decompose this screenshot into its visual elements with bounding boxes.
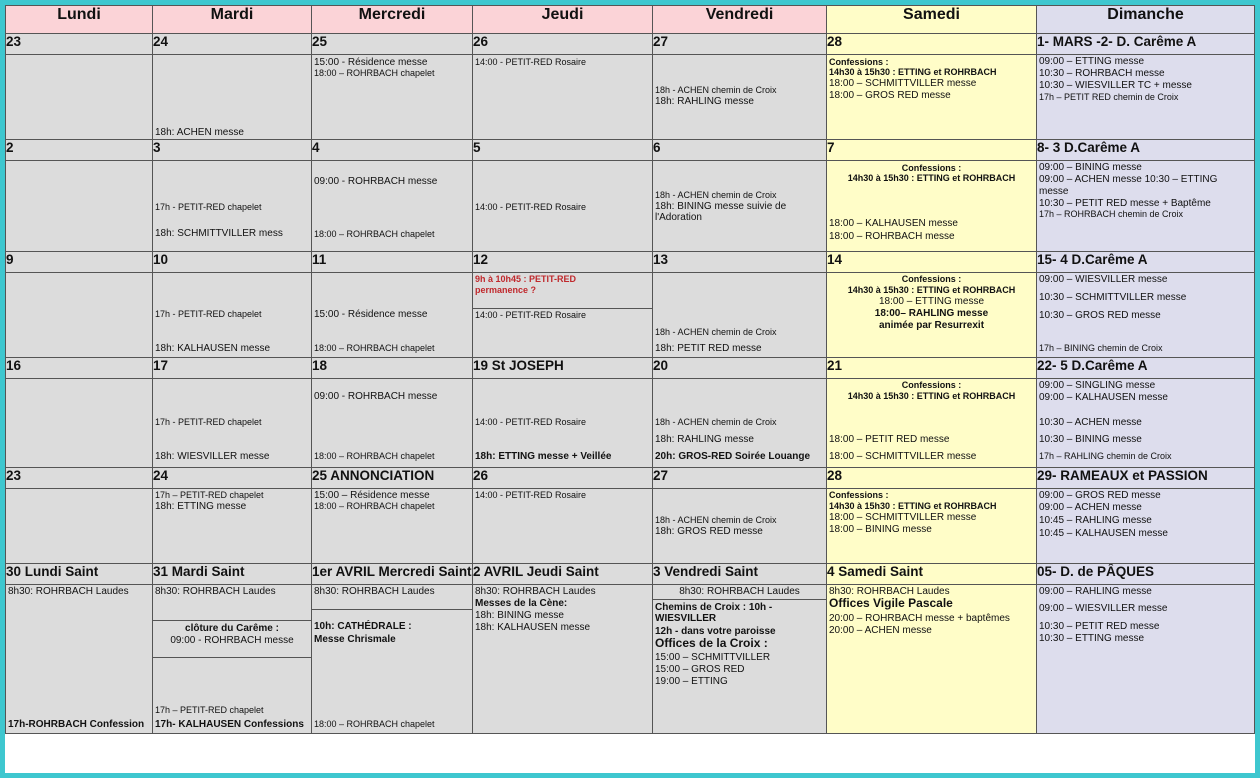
day-cell-samedi [827, 379, 1037, 468]
event-line: 12h - dans votre paroisse [655, 626, 776, 637]
event-line: 18h: ETTING messe + Veillée [475, 451, 612, 462]
event-line: Confessions : [901, 163, 962, 173]
date-label-vendredi: 27 [653, 468, 827, 489]
event-line: 14h30 à 15h30 : ETTING et ROHRBACH [829, 501, 997, 511]
event-line: 09:00 – SINGLING messe [1039, 380, 1156, 391]
day-cell-dimanche [1037, 55, 1255, 140]
event-line: Confessions : [901, 380, 962, 390]
day-cell-vendredi [653, 489, 827, 564]
event-line: 18h: RAHLING messe [655, 434, 754, 445]
day-cell-vendredi [653, 55, 827, 140]
event-line: 8h30: ROHRBACH Laudes [155, 586, 276, 597]
day-cell-mardi [153, 161, 312, 252]
event-line: l'Adoration [655, 212, 702, 223]
event-line: 8h30: ROHRBACH Laudes [314, 586, 435, 597]
event-line: Confessions : [901, 274, 962, 284]
date-label-mercredi: 11 [312, 252, 473, 273]
header-lundi: Lundi [6, 6, 153, 34]
calendar-frame [5, 5, 1255, 773]
date-row [6, 140, 1255, 161]
date-label-dimanche: 22- 5 D.Carême A [1037, 358, 1255, 379]
day-cell-samedi [827, 161, 1037, 252]
event-line: 17h – RAHLING chemin de Croix [1039, 451, 1172, 461]
event-line: 10:30 – BINING messe [1039, 434, 1142, 445]
date-row [6, 34, 1255, 55]
date-label-mardi: 10 [153, 252, 312, 273]
day-cell-mardi [153, 273, 312, 358]
date-label-jeudi: 26 [473, 468, 653, 489]
day-cell-lundi [6, 379, 153, 468]
event-line: 8h30: ROHRBACH Laudes [475, 586, 596, 597]
event-line: 17h – PETIT-RED chapelet [155, 490, 264, 500]
header-vendredi: Vendredi [653, 6, 827, 34]
event-line: 09:00 – BINING messe [1039, 162, 1142, 173]
event-line: 18:00 – BINING messe [829, 524, 932, 535]
date-label-jeudi: 5 [473, 140, 653, 161]
date-label-samedi: 21 [827, 358, 1037, 379]
event-line: 14:00 - PETIT-RED Rosaire [475, 310, 587, 320]
date-label-lundi: 30 Lundi Saint [6, 564, 153, 585]
event-line: 09:00 – ACHEN messe [1039, 502, 1142, 513]
header-samedi: Samedi [827, 6, 1037, 34]
event-line: Offices Vigile Pascale [829, 596, 953, 610]
day-cell-lundi [6, 55, 153, 140]
date-row [6, 468, 1255, 489]
event-line: Messe Chrismale [314, 634, 396, 645]
event-line: 15:00 – Résidence messe [314, 490, 430, 501]
event-line: 10:30 – GROS RED messe [1039, 310, 1161, 321]
date-label-lundi: 23 [6, 468, 153, 489]
event-line: 15:00 - Résidence messe [314, 57, 428, 68]
event-line: 14h30 à 15h30 : ETTING et ROHRBACH [829, 67, 997, 77]
event-line: Chemins de Croix : 10h - [655, 602, 773, 613]
cell-divider [153, 620, 311, 621]
event-line: permanence ? [475, 285, 537, 295]
day-cell-jeudi [473, 273, 653, 358]
events-row [6, 55, 1255, 140]
event-line: 18:00 – SCHMITTVILLER messe [829, 78, 977, 89]
event-line: 18:00 – ROHRBACH chapelet [314, 68, 435, 78]
date-label-dimanche: 05- D. de PÂQUES [1037, 564, 1255, 585]
day-cell-mercredi [312, 489, 473, 564]
day-cell-jeudi [473, 379, 653, 468]
date-label-mercredi: 25 ANNONCIATION [312, 468, 473, 489]
event-line: 10:30 – WIESVILLER TC + messe [1039, 80, 1192, 91]
date-label-vendredi: 13 [653, 252, 827, 273]
date-label-jeudi: 26 [473, 34, 653, 55]
day-cell-mercredi [312, 273, 473, 358]
event-line: 15:00 – SCHMITTVILLER [655, 652, 771, 663]
date-row [6, 564, 1255, 585]
cell-divider [473, 308, 652, 309]
event-line: 18:00 – ROHRBACH messe [829, 231, 955, 242]
event-line: 18:00 – SCHMITTVILLER messe [829, 451, 977, 462]
day-cell-dimanche [1037, 161, 1255, 252]
date-label-lundi: 9 [6, 252, 153, 273]
event-line: 18:00 – PETIT RED messe [829, 434, 950, 445]
event-line: 10:30 – ACHEN messe [1039, 417, 1142, 428]
date-label-mercredi: 1er AVRIL Mercredi Saint [312, 564, 473, 585]
day-cell-mercredi [312, 379, 473, 468]
event-line: 09:00 – KALHAUSEN messe [1039, 392, 1168, 403]
event-line: 18h: GROS RED messe [655, 526, 763, 537]
date-label-dimanche: 29- RAMEAUX et PASSION [1037, 468, 1255, 489]
date-label-vendredi: 20 [653, 358, 827, 379]
event-line: 09:00 – WIESVILLER messe [1039, 274, 1168, 285]
event-line: 18h - ACHEN chemin de Croix [655, 417, 777, 427]
events-row [6, 273, 1255, 358]
event-line: 20:00 – ACHEN messe [829, 625, 932, 636]
events-row [6, 161, 1255, 252]
event-line: 18h - ACHEN chemin de Croix [655, 190, 777, 200]
date-label-jeudi: 2 AVRIL Jeudi Saint [473, 564, 653, 585]
event-line: 09:00 - ROHRBACH messe [314, 176, 438, 187]
day-cell-mercredi [312, 161, 473, 252]
event-line: 18h: KALHAUSEN messe [475, 622, 591, 633]
event-line: 10h: CATHÉDRALE : [314, 621, 412, 632]
event-line: 14:00 - PETIT-RED Rosaire [475, 202, 587, 212]
date-label-samedi: 14 [827, 252, 1037, 273]
event-line: 17h – ROHRBACH chemin de Croix [1039, 209, 1184, 219]
event-line: 10:30 – SCHMITTVILLER messe [1039, 292, 1187, 303]
event-line: 18:00 – ETTING messe [878, 296, 985, 307]
event-line: 17h - PETIT-RED chapelet [155, 417, 262, 427]
events-row [6, 489, 1255, 564]
event-line: 18h: PETIT RED messe [655, 343, 762, 354]
event-line: 20h: GROS-RED Soirée Louange [655, 451, 811, 462]
event-line: 14h30 à 15h30 : ETTING et ROHRBACH [847, 391, 1016, 401]
event-line: 20:00 – ROHRBACH messe + baptêmes [829, 613, 1010, 624]
header-mercredi: Mercredi [312, 6, 473, 34]
lent-calendar-table [5, 5, 1255, 734]
event-line: 09:00 – ETTING messe [1039, 56, 1145, 67]
event-line: 19:00 – ETTING [655, 676, 728, 687]
date-label-vendredi: 6 [653, 140, 827, 161]
weekday-header-row [6, 6, 1255, 34]
event-line: 18h: RAHLING messe [655, 96, 754, 107]
day-cell-mardi [153, 379, 312, 468]
event-line: 09:00 – RAHLING messe [1039, 586, 1152, 597]
date-label-samedi: 28 [827, 468, 1037, 489]
event-line: 18:00 – ROHRBACH chapelet [314, 719, 435, 729]
event-line: 18h: ETTING messe [155, 501, 247, 512]
date-label-mercredi: 18 [312, 358, 473, 379]
date-label-samedi: 4 Samedi Saint [827, 564, 1037, 585]
event-line: messe [1039, 186, 1069, 197]
event-line: 18:00 – GROS RED messe [829, 90, 951, 101]
header-jeudi: Jeudi [473, 6, 653, 34]
date-label-mardi: 24 [153, 34, 312, 55]
event-line: 18h: SCHMITTVILLER mess [155, 228, 283, 239]
day-cell-mercredi [312, 55, 473, 140]
day-cell-mardi [153, 55, 312, 140]
day-cell-vendredi [653, 161, 827, 252]
day-cell-mardi [153, 585, 312, 734]
date-label-mardi: 24 [153, 468, 312, 489]
day-cell-jeudi [473, 489, 653, 564]
date-label-samedi: 28 [827, 34, 1037, 55]
event-line: 17h-ROHRBACH Confession [8, 719, 145, 730]
event-line: 18:00 – ROHRBACH chapelet [314, 501, 435, 511]
date-row [6, 252, 1255, 273]
cell-divider [653, 599, 826, 600]
day-cell-vendredi [653, 379, 827, 468]
events-row [6, 585, 1255, 734]
day-cell-vendredi [653, 585, 827, 734]
event-line: 09:00 - ROHRBACH messe [170, 635, 294, 646]
event-line: 14:00 - PETIT-RED Rosaire [475, 417, 587, 427]
event-line: clôture du Carême : [185, 623, 279, 634]
date-label-jeudi: 19 St JOSEPH [473, 358, 653, 379]
event-line: Confessions : [829, 490, 889, 500]
day-cell-samedi [827, 55, 1037, 140]
date-label-samedi: 7 [827, 140, 1037, 161]
day-cell-dimanche [1037, 379, 1255, 468]
date-label-mercredi: 25 [312, 34, 473, 55]
event-line: 09:00 – GROS RED messe [1039, 490, 1161, 501]
event-line: 15:00 - Résidence messe [314, 309, 428, 320]
date-label-vendredi: 3 Vendredi Saint [653, 564, 827, 585]
event-line: 10:45 – KALHAUSEN messe [1039, 528, 1168, 539]
event-line: Messes de la Cène: [475, 598, 568, 609]
event-line: 17h- KALHAUSEN Confessions [155, 719, 304, 730]
date-label-lundi: 2 [6, 140, 153, 161]
event-line: 9h à 10h45 : PETIT-RED [475, 274, 577, 284]
day-cell-vendredi [653, 273, 827, 358]
event-line: WIESVILLER [655, 613, 717, 624]
event-line: animée par Resurrexit [878, 320, 985, 331]
event-line: 18:00 – ROHRBACH chapelet [314, 451, 435, 461]
cell-divider [312, 609, 472, 610]
event-line: 17h – PETIT-RED chapelet [155, 705, 264, 715]
event-line: 8h30: ROHRBACH Laudes [679, 586, 800, 597]
day-cell-jeudi [473, 585, 653, 734]
date-row [6, 358, 1255, 379]
day-cell-dimanche [1037, 273, 1255, 358]
day-cell-jeudi [473, 161, 653, 252]
event-line: Offices de la Croix : [655, 636, 768, 650]
date-label-jeudi: 12 [473, 252, 653, 273]
day-cell-samedi [827, 273, 1037, 358]
event-line: 18:00 – KALHAUSEN messe [829, 218, 958, 229]
event-line: 14:00 - PETIT-RED Rosaire [475, 490, 587, 500]
day-cell-mardi [153, 489, 312, 564]
event-line: 18h: BINING messe suivie de [655, 201, 787, 212]
day-cell-samedi [827, 585, 1037, 734]
event-line: 18h - ACHEN chemin de Croix [655, 515, 777, 525]
event-line: 18:00– RAHLING messe [874, 308, 989, 319]
event-line: 10:30 – PETIT RED messe [1039, 621, 1160, 632]
event-line: 18h: WIESVILLER messe [155, 451, 270, 462]
date-label-lundi: 16 [6, 358, 153, 379]
event-line: 18:00 – ROHRBACH chapelet [314, 343, 435, 353]
event-line: Confessions : [829, 57, 889, 67]
date-label-mardi: 31 Mardi Saint [153, 564, 312, 585]
event-line: 14h30 à 15h30 : ETTING et ROHRBACH [847, 285, 1016, 295]
event-line: 09:00 – WIESVILLER messe [1039, 603, 1168, 614]
event-line: 17h – PETIT RED chemin de Croix [1039, 92, 1179, 102]
event-line: 14h30 à 15h30 : ETTING et ROHRBACH [847, 173, 1016, 183]
event-line: 09:00 - ROHRBACH messe [314, 391, 438, 402]
header-mardi: Mardi [153, 6, 312, 34]
date-label-dimanche: 15- 4 D.Carême A [1037, 252, 1255, 273]
event-line: 10:30 – ROHRBACH messe [1039, 68, 1165, 79]
date-label-vendredi: 27 [653, 34, 827, 55]
day-cell-samedi [827, 489, 1037, 564]
day-cell-mercredi [312, 585, 473, 734]
event-line: 18:00 – ROHRBACH chapelet [314, 229, 435, 239]
event-line: 18h - ACHEN chemin de Croix [655, 327, 777, 337]
date-label-mardi: 3 [153, 140, 312, 161]
day-cell-lundi [6, 489, 153, 564]
event-line: 18h - ACHEN chemin de Croix [655, 85, 777, 95]
event-line: 8h30: ROHRBACH Laudes [829, 586, 950, 597]
events-row [6, 379, 1255, 468]
date-label-dimanche: 1- MARS -2- D. Carême A [1037, 34, 1255, 55]
event-line: 18:00 – SCHMITTVILLER messe [829, 512, 977, 523]
day-cell-dimanche [1037, 585, 1255, 734]
date-label-lundi: 23 [6, 34, 153, 55]
day-cell-dimanche [1037, 489, 1255, 564]
event-line: 18h: KALHAUSEN messe [155, 343, 271, 354]
event-line: 8h30: ROHRBACH Laudes [8, 586, 129, 597]
event-line: 10:45 – RAHLING messe [1039, 515, 1152, 526]
event-line: 17h – BINING chemin de Croix [1039, 343, 1163, 353]
header-dimanche: Dimanche [1037, 6, 1255, 34]
day-cell-lundi [6, 585, 153, 734]
date-label-mardi: 17 [153, 358, 312, 379]
day-cell-lundi [6, 273, 153, 358]
event-line: 09:00 – ACHEN messe 10:30 – ETTING [1039, 174, 1218, 185]
event-line: 18h: ACHEN messe [155, 127, 244, 138]
event-line: 14:00 - PETIT-RED Rosaire [475, 57, 587, 67]
day-cell-lundi [6, 161, 153, 252]
day-cell-jeudi [473, 55, 653, 140]
cell-divider [153, 657, 311, 658]
date-label-mercredi: 4 [312, 140, 473, 161]
event-line: 15:00 – GROS RED [655, 664, 745, 675]
event-line: 10:30 – ETTING messe [1039, 633, 1145, 644]
date-label-dimanche: 8- 3 D.Carême A [1037, 140, 1255, 161]
event-line: 10:30 – PETIT RED messe + Baptême [1039, 198, 1211, 209]
event-line: 18h: BINING messe [475, 610, 564, 621]
event-line: 17h - PETIT-RED chapelet [155, 309, 262, 319]
event-line: 17h - PETIT-RED chapelet [155, 202, 262, 212]
